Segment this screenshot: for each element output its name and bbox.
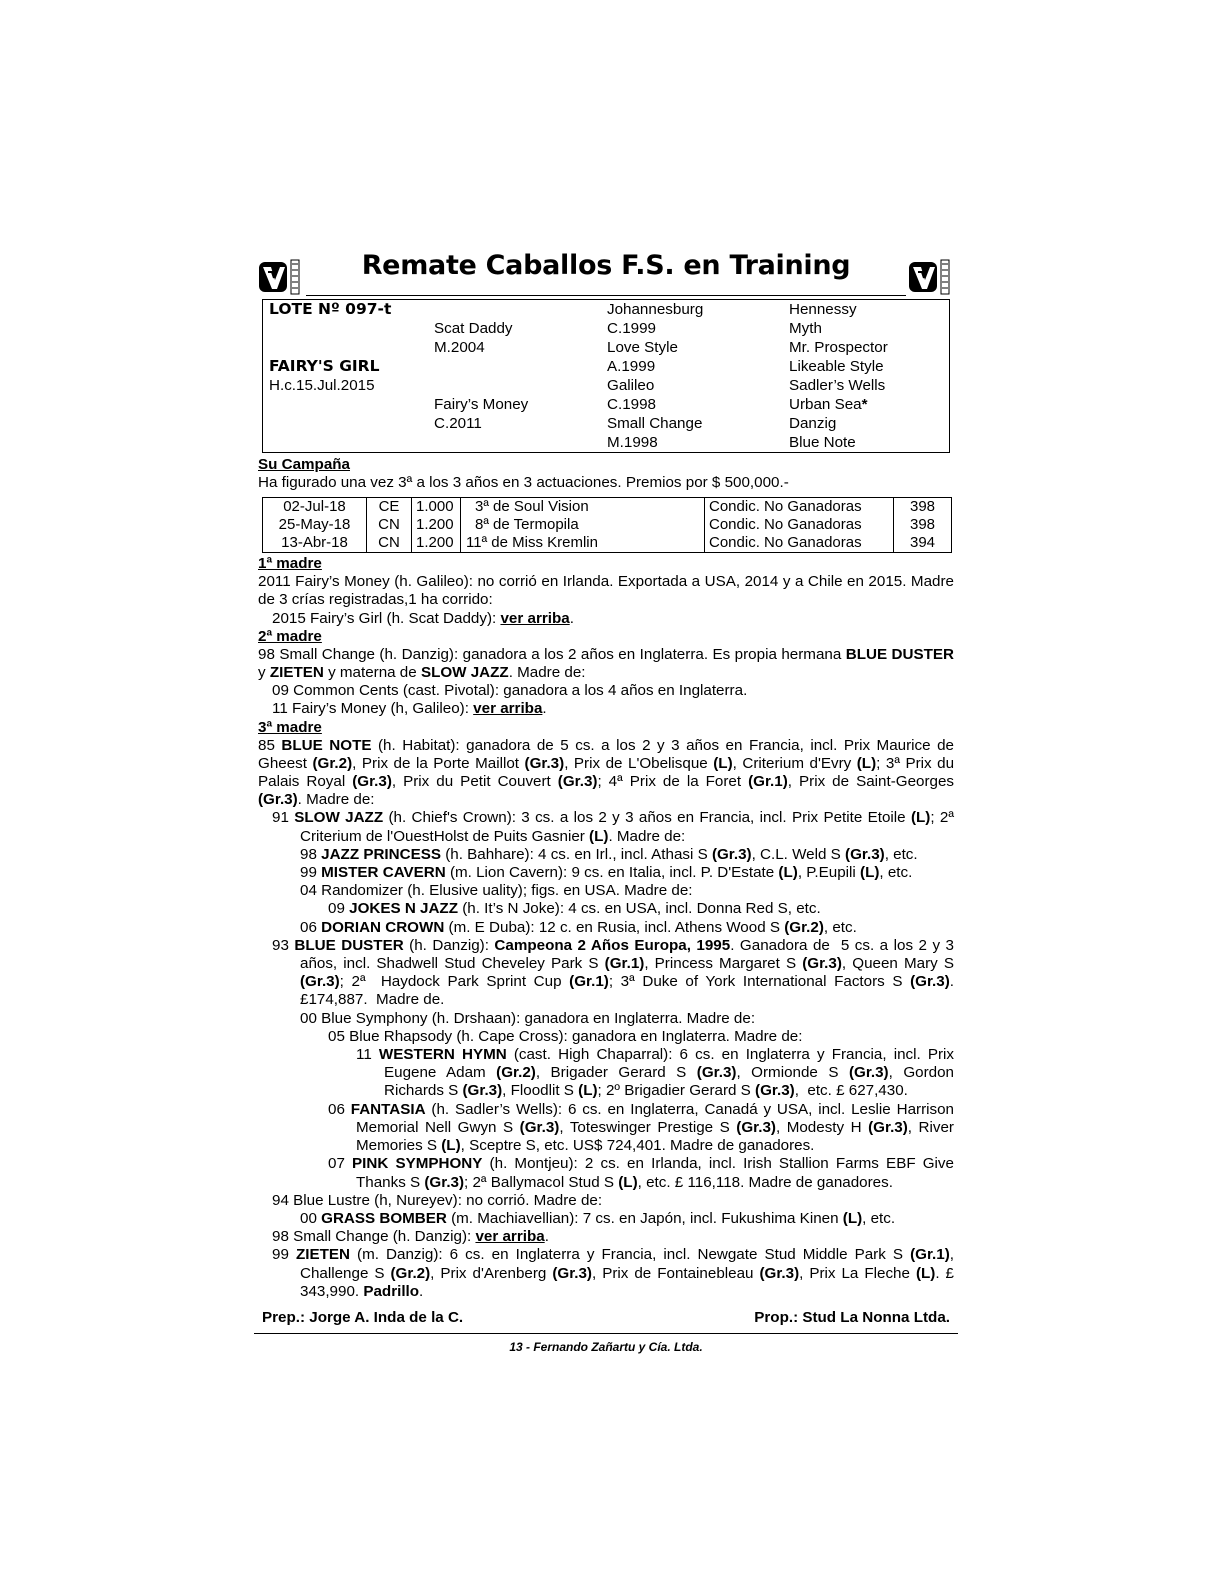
page-footer: 13 - Fernando Zañartu y Cía. Ltda. xyxy=(509,1340,703,1355)
horse-name: FAIRY'S GIRL xyxy=(269,357,380,375)
see-above-link: ver arriba xyxy=(500,609,570,627)
campaign-text: Ha figurado una vez 3ª a los 3 años en 3 actuaciones. Premios por $ 500,000.- xyxy=(258,474,789,491)
dam-dam-name: Small Change xyxy=(607,415,703,432)
owner: Prop.: Stud La Nonna Ltda. xyxy=(754,1308,950,1326)
race-number: 398 xyxy=(894,498,952,517)
period: . xyxy=(569,609,574,627)
race-date: 02-Jul-18 xyxy=(263,498,367,517)
race-place: 8ª de Termopila xyxy=(461,516,705,534)
produce-entry: 99 ZIETEN (m. Danzig): 6 cs. en Inglaterra y Francia, incl. Newgate Stud Middle Park S (Gr.1), Challenge S (Gr.2), Prix d'Arenberg (Gr.3), Prix de Fontainebleau (Gr.3), Prix La Fleche (L). £ 343,990. Padrillo. xyxy=(272,1246,954,1300)
page-title: Remate Caballos F.S. en Training xyxy=(361,250,851,281)
produce-text: 11 Fairy’s Money (h, Galileo): xyxy=(272,700,474,718)
race-condition: Condic. No Ganadoras xyxy=(705,516,894,534)
text-bold: ZIETEN xyxy=(269,664,324,682)
stud-logo-icon xyxy=(908,258,954,298)
race-track: CN xyxy=(367,534,412,553)
third-dam-text: 85 BLUE NOTE (h. Habitat): ganadora de 5 cs. a los 2 y 3 años en Francia, incl. Prix Maurice de Gheest (Gr.2), Prix de la Porte Maillot (Gr.3), Prix de L'Obelisque (L), Criterium d'Evry (L); 3ª Prix du Palais Royal (Gr.3), Prix du Petit Couvert (Gr.3); 4ª Prix de la Foret (Gr.1), Prix de Saint-Georges (Gr.3). Madre de: xyxy=(258,736,955,809)
ancestor: Urban Sea xyxy=(789,396,862,413)
text-part: 98 Small Change (h. Danzig): ganadora a los 2 años en Inglaterra. Es propia hermana xyxy=(258,645,846,663)
text-part: y xyxy=(258,664,270,682)
produce-entry: 05 Blue Rhapsody (h. Cape Cross): ganadora en Inglaterra. Madre de: xyxy=(328,1027,803,1045)
footer-credits xyxy=(258,1309,954,1327)
grandsire-name: Johannesburg xyxy=(607,301,704,318)
table-row xyxy=(263,516,952,534)
period: . xyxy=(542,700,547,718)
produce-entry: 98 Small Change (h. Danzig): ver arriba. xyxy=(272,1228,549,1246)
produce-entry: 06 FANTASIA (h. Sadler’s Wells): 6 cs. en Inglaterra, Canadá y USA, incl. Leslie Harrison Memorial Nell Gwyn S (Gr.3), Toteswinger Prestige S (Gr.3), Modesty H (Gr.3), River Memories S (L), Sceptre S, etc. US$ 724,401. Madre de ganadores. xyxy=(328,1100,954,1155)
ancestor: Sadler’s Wells xyxy=(789,377,886,394)
race-place: 11ª de Miss Kremlin xyxy=(461,534,705,553)
ancestor: Mr. Prospector xyxy=(789,339,888,356)
second-dam-title: 2ª madre xyxy=(258,627,322,645)
produce-entry: 91 SLOW JAZZ (h. Chief's Crown): 3 cs. a los 2 y 3 años en Francia, incl. Prix Petite Etoile (L); 2ª Criterium de l'OuestHolst de Puits Gasnier (L). Madre de: xyxy=(272,809,954,845)
text-bold: SLOW JAZZ xyxy=(420,664,509,682)
produce-entry: 04 Randomizer (h. Elusive uality); figs. en USA. Madre de: xyxy=(300,882,693,900)
produce-entry: 00 GRASS BOMBER (m. Machiavellian): 7 cs. en Japón, incl. Fukushima Kinen (L), etc. xyxy=(300,1209,896,1227)
race-distance: 1.200 xyxy=(412,516,461,534)
produce-entry: 98 JAZZ PRINCESS (h. Bahhare): 4 cs. en Irl., incl. Athasi S (Gr.3), C.L. Weld S (Gr.3), etc. xyxy=(300,845,918,863)
title-rule xyxy=(306,295,906,296)
see-above-link: ver arriba xyxy=(475,1228,545,1246)
race-number: 394 xyxy=(894,534,952,553)
granddam-name: Love Style xyxy=(607,339,678,356)
dam-name: Fairy’s Money xyxy=(434,396,529,413)
dam-sire-name: Galileo xyxy=(607,377,655,394)
race-condition: Condic. No Ganadoras xyxy=(705,498,894,517)
produce-entry xyxy=(258,700,954,718)
produce-entry: 06 DORIAN CROWN (m. E Duba): 12 c. en Rusia, incl. Athens Wood S (Gr.2), etc. xyxy=(300,918,857,936)
lot-number: LOTE Nº 097-t xyxy=(269,300,392,318)
ancestor: Danzig xyxy=(789,415,837,432)
ancestor: Blue Note xyxy=(789,434,856,451)
header xyxy=(258,250,954,299)
star-mark: * xyxy=(861,396,868,413)
produce-text: 2015 Fairy’s Girl (h. Scat Daddy): xyxy=(272,609,501,627)
table-row xyxy=(263,498,952,517)
race-track: CE xyxy=(367,498,412,517)
table-row xyxy=(263,534,952,553)
race-number: 398 xyxy=(894,516,952,534)
dam-sire-info: C.1998 xyxy=(607,396,656,413)
race-date: 13-Abr-18 xyxy=(263,534,367,553)
ancestor: Hennessy xyxy=(789,301,857,318)
see-above-link: ver arriba xyxy=(473,700,543,718)
text-part: . Madre de: xyxy=(508,664,586,682)
produce-entry: 07 PINK SYMPHONY (h. Montjeu): 2 cs. en Irlanda, incl. Irish Stallion Farms EBF Give Thanks S (Gr.3); 2ª Ballymacol Stud S (L), etc. £ 116,118. Madre de ganadores. xyxy=(328,1155,954,1191)
ancestor: Likeable Style xyxy=(789,358,884,375)
produce-entry: 00 Blue Symphony (h. Drshaan): ganadora en Inglaterra. Madre de: xyxy=(300,1009,756,1027)
race-distance: 1.000 xyxy=(412,498,461,517)
campaign-title: Su Campaña xyxy=(258,456,350,473)
first-dam-title: 1ª madre xyxy=(258,555,322,573)
footer-rule xyxy=(254,1333,958,1334)
second-dam-text xyxy=(258,646,954,682)
produce-entry: 09 Common Cents (cast. Pivotal): ganadora a los 4 años en Inglaterra. xyxy=(272,682,748,700)
dam-dam-info: M.1998 xyxy=(607,434,658,451)
produce-entry xyxy=(258,610,954,628)
third-dam-title: 3ª madre xyxy=(258,718,322,736)
sire-info: M.2004 xyxy=(434,339,485,356)
produce-entry: 94 Blue Lustre (h, Nureyev): no corrió. Madre de: xyxy=(272,1191,603,1209)
race-date: 25-May-18 xyxy=(263,516,367,534)
text-bold: BLUE DUSTER xyxy=(845,645,954,663)
pedigree-box xyxy=(262,299,950,453)
races-table xyxy=(262,497,952,553)
horse-description: H.c.15.Jul.2015 xyxy=(269,377,375,394)
race-place: 3ª de Soul Vision xyxy=(461,498,705,517)
text-part: y materna de xyxy=(323,664,421,682)
ancestor: Myth xyxy=(789,320,822,337)
produce-entry: 11 WESTERN HYMN (cast. High Chaparral): 6 cs. en Inglaterra y Francia, incl. Prix Eugene Adam (Gr.2), Brigader Gerard S (Gr.3), Ormionde S (Gr.3), Gordon Richards S (Gr.3), Floodlit S (L); 2º Brigadier Gerard S (Gr.3), etc. £ 627,430. xyxy=(356,1046,955,1100)
race-distance: 1.200 xyxy=(412,534,461,553)
produce-entry: 93 BLUE DUSTER (h. Danzig): Campeona 2 Años Europa, 1995. Ganadora de 5 cs. a los 2 y 3 años, incl. Shadwell Stud Cheveley Park S (Gr.1), Princess Margaret S (Gr.3), Queen Mary S (Gr.3); 2ª Haydock Park Sprint Cup (Gr.1); 3ª Duke of York International Factors S (Gr.3). £174,887. Madre de. xyxy=(272,936,955,1009)
race-condition: Condic. No Ganadoras xyxy=(705,534,894,553)
dam-info: C.2011 xyxy=(434,415,482,432)
sire-name: Scat Daddy xyxy=(434,320,513,337)
preparer: Prep.: Jorge A. Inda de la C. xyxy=(262,1308,464,1326)
produce-entry: 99 MISTER CAVERN (m. Lion Cavern): 9 cs. en Italia, incl. P. D'Estate (L), P.Eupili (L), etc. xyxy=(300,864,913,882)
first-dam-text: 2011 Fairy’s Money (h. Galileo): no corrió en Irlanda. Exportada a USA, 2014 y a Chile en 2015. Madre de 3 crías registradas,1 ha corrido: xyxy=(258,573,954,609)
catalog-page xyxy=(258,250,955,1356)
granddam-info: A.1999 xyxy=(607,358,656,375)
produce-entry: 09 JOKES N JAZZ (h. It’s N Joke): 4 cs. en USA, incl. Donna Red S, etc. xyxy=(328,900,821,918)
race-track: CN xyxy=(367,516,412,534)
grandsire-info: C.1999 xyxy=(607,320,656,337)
